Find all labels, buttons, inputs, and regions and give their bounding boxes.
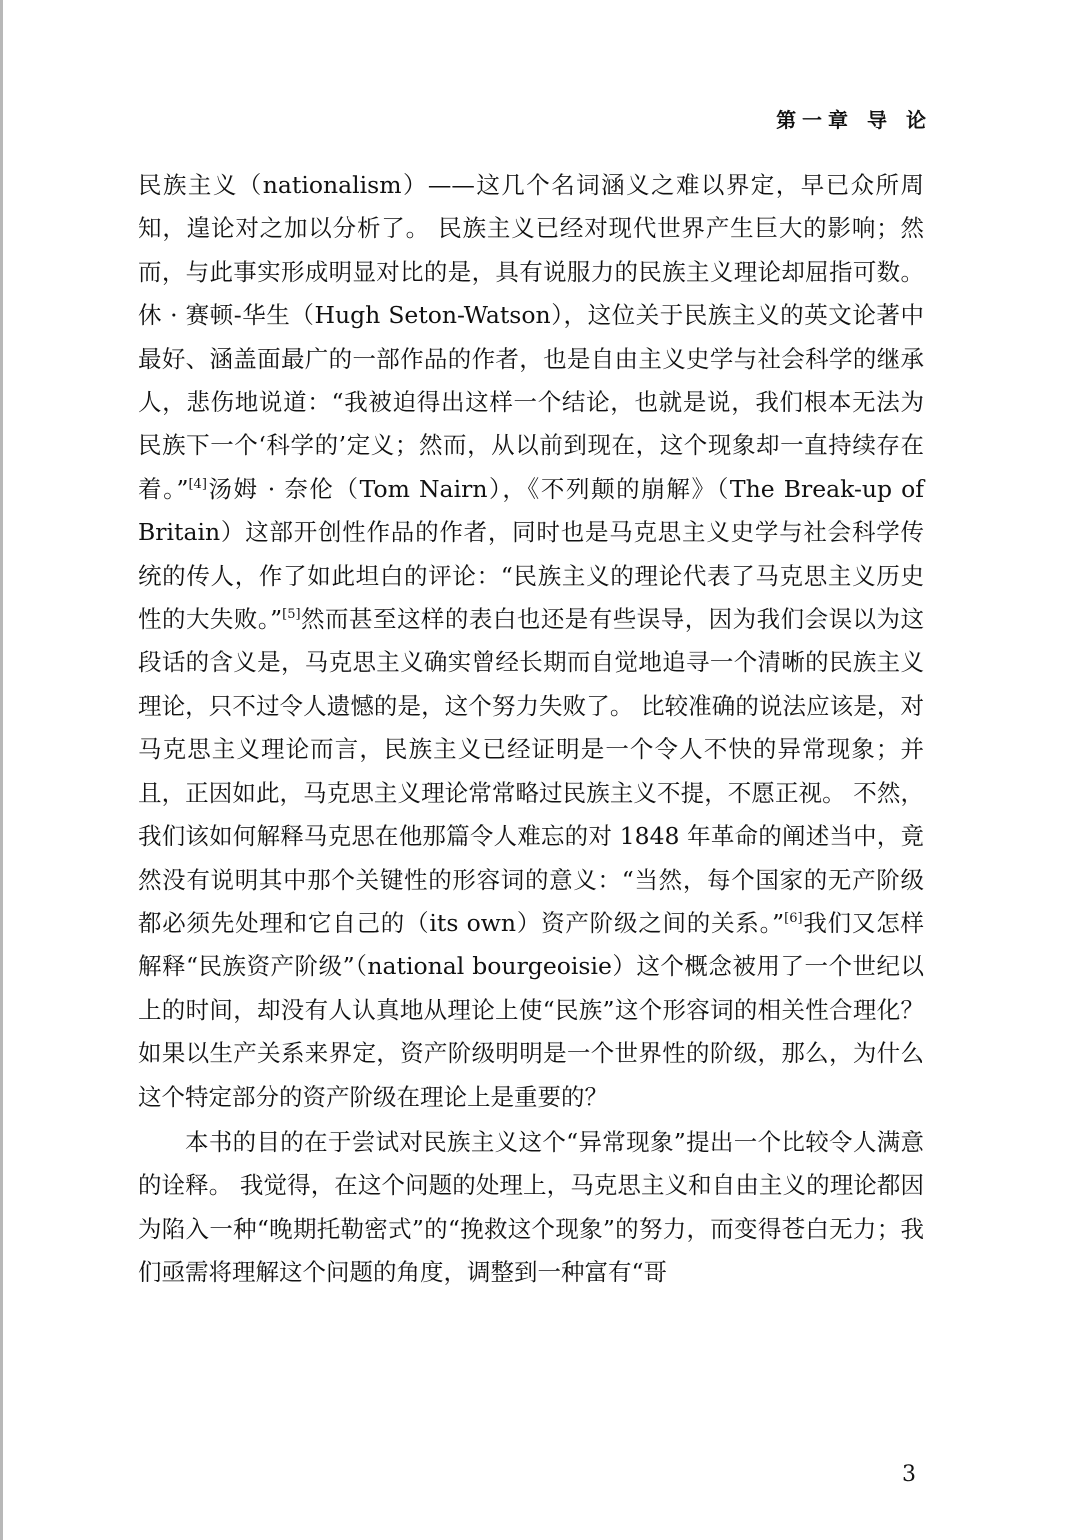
- footnote-ref-4[interactable]: [4]: [188, 476, 207, 492]
- paragraph-1-text-c: 然而甚至这样的表白也还是有些误导，因为我们会误以为这段话的含义是，马克思主义确实曾经长期而自觉地追寻一个清晰的民族主义理论，只不过令人遗憾的是，这个努力失败了。 比较准确的说法应该是，对马克思主义理论而言，民族主义已经证明是一个令人不快的异常现象；并且，正因如此，马克思主义理论常常略过民族主义不提，不愿正视。 不然，我们该如何解释马克思在他那篇令人难忘的对 1848 年革命的阐述当中，竟然没有说明其中那个关键性的形容词的意义：“当然，每个国家的无产阶级都必须先处理和它自己的（its own）资产阶级之间的关系。”: [138, 605, 925, 937]
- page-number: 3: [902, 1462, 916, 1487]
- paragraph-1-text-b: 汤姆 · 奈伦（Tom Nairn），《不列颠的崩解》（The Break-up of Britain）这部开创性作品的作者，同时也是马克思主义史学与社会科学传统的传人，作了如此坦白的评论：“民族主义的理论代表了马克思主义历史性的大失败。”: [138, 474, 925, 634]
- page-body: [138, 164, 924, 1295]
- page-edge: [0, 0, 3, 1540]
- footnote-ref-5[interactable]: [5]: [282, 607, 301, 623]
- paragraph-1: [138, 164, 924, 1119]
- paragraph-1-text-d: 我们又怎样解释“民族资产阶级”（national bourgeoisie）这个概念被用了一个世纪以上的时间，却没有人认真地从理论上使“民族”这个形容词的相关性合理化？ 如果以生产关系来界定，资产阶级明明是一个世界性的阶级，那么，为什么这个特定部分的资产阶级在理论上是重要的？: [138, 908, 924, 1111]
- paragraph-2: 本书的目的在于尝试对民族主义这个“异常现象”提出一个比较令人满意的诠释。 我觉得，在这个问题的处理上，马克思主义和自由主义的理论都因为陷入一种“晚期托勒密式”的“挽救这个现象”的努力，而变得苍白无力；我们亟需将理解这个问题的角度，调整到一种富有“哥: [138, 1127, 924, 1287]
- footnote-ref-6[interactable]: [6]: [784, 910, 803, 926]
- paragraph-1-text-a: 民族主义（nationalism）——这几个名词涵义之难以界定，早已众所周知，遑论对之加以分析了。 民族主义已经对现代世界产生巨大的影响；然而，与此事实形成明显对比的是，具有说服力的民族主义理论却屈指可数。 休 · 赛顿-华生（Hugh Seton-Watson），这位关于民族主义的英文论著中最好、涵盖面最广的一部作品的作者，也是自由主义史学与社会科学的继承人，悲伤地说道：“我被迫得出这样一个结论，也就是说，我们根本无法为民族下一个‘科学的’定义；然而，从以前到现在，这个现象却一直持续存在着。”: [138, 171, 924, 503]
- running-header: 第一章 导 论: [776, 108, 932, 132]
